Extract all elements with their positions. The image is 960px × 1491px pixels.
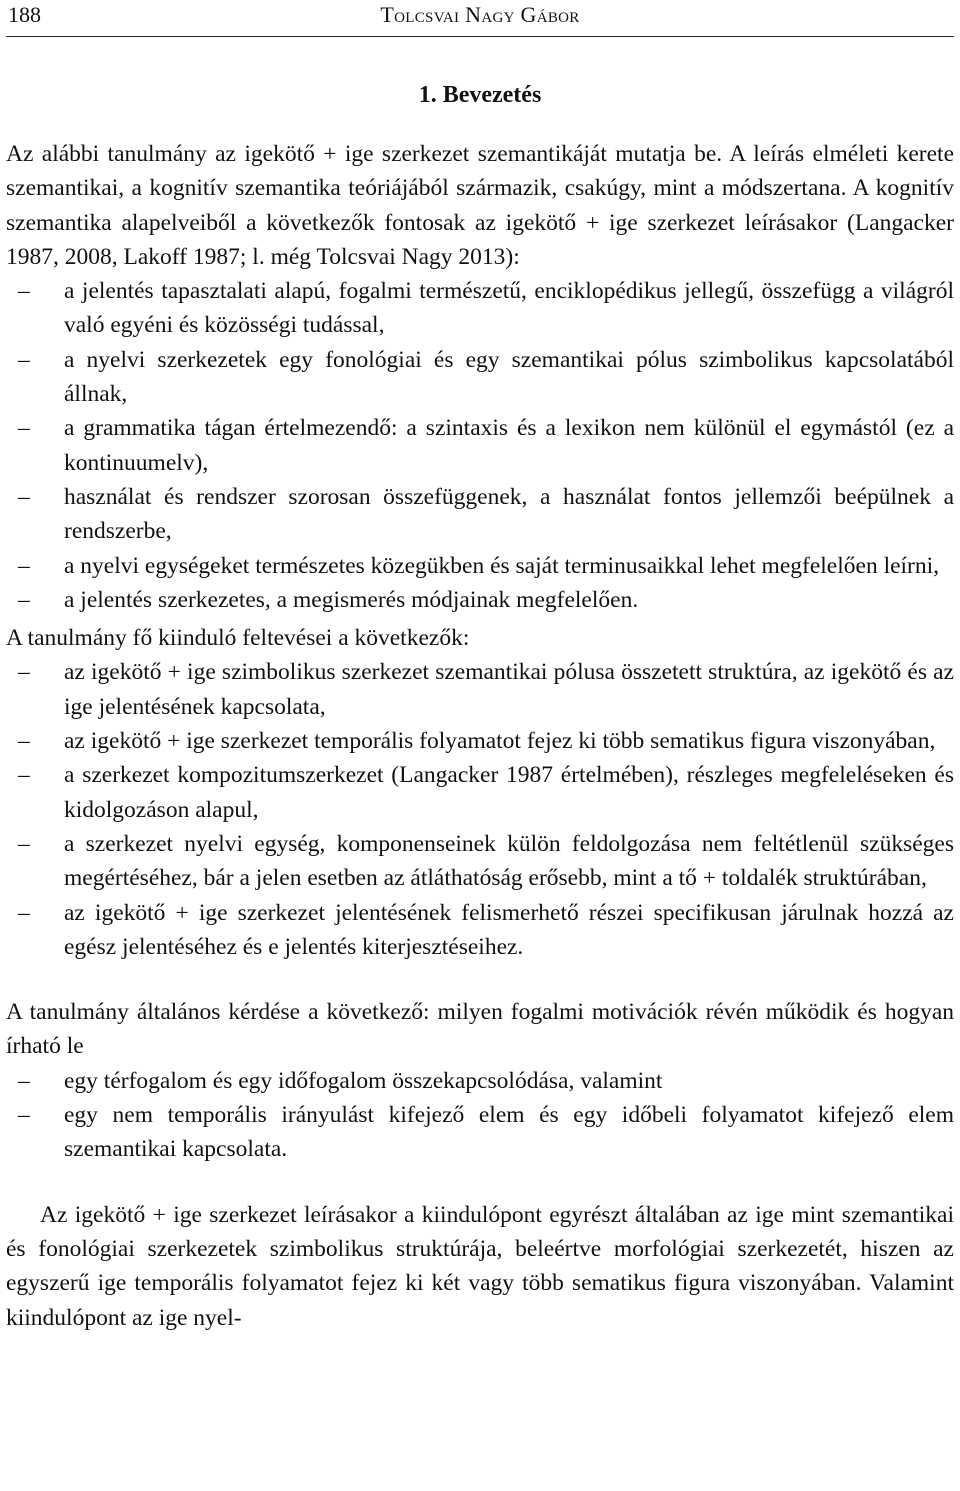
dash-bullet: –: [18, 552, 30, 579]
question-intro: A tanulmány általános kérdése a következő: milyen fogalmi motivációk révén működik és hogyan írható le: [6, 999, 954, 1060]
dash-bullet: –: [18, 586, 30, 613]
dash-bullet: –: [18, 1102, 30, 1129]
dash-bullet: –: [18, 830, 30, 857]
page-header: [6, 0, 954, 37]
running-title: Tolcsvai Nagy Gábor: [380, 2, 580, 27]
list-item: [6, 480, 954, 549]
assumptions-intro: A tanulmány fő kiinduló feltevései a következők:: [6, 625, 470, 652]
list-item-text: egy térfogalom és egy időfogalom összekapcsolódása, valamint: [64, 1067, 663, 1094]
list-item: [6, 274, 954, 343]
list-item: [6, 724, 954, 758]
list-item-text: a grammatika tágan értelmezendő: a szintaxis és a lexikon nem különül el egymástól (ez a kontinuumelv),: [64, 415, 954, 476]
list-item: [6, 1064, 954, 1098]
list-item: [6, 1098, 954, 1167]
list-item-text: az igekötő + ige szimbolikus szerkezet szemantikai pólusa összetett struktúra, az igekötő és az ige jelentésének kapcsolata,: [64, 659, 954, 720]
list-item: [6, 827, 954, 896]
dash-bullet: –: [18, 728, 30, 755]
dash-bullet: –: [18, 278, 30, 305]
list-item-text: az igekötő + ige szerkezet temporális folyamatot fejez ki több sematikus figura viszonyában,: [64, 728, 936, 755]
list-item: [6, 549, 954, 583]
list-item-text: a szerkezet nyelvi egység, komponenseinek külön feldolgozása nem feltétlenül szükséges megértéséhez, bár a jelen esetben az átláthatóság erősebb, mint a tő + toldalék struktúrában,: [64, 830, 954, 892]
dash-bullet: –: [18, 415, 30, 442]
question-list: [6, 1064, 954, 1167]
dash-bullet: –: [18, 1067, 30, 1094]
list-item-text: a jelentés tapasztalati alapú, fogalmi természetű, enciklopédikus jellegű, összefügg a világról való egyéni és közösségi tudással,: [64, 278, 954, 339]
dash-bullet: –: [18, 762, 30, 789]
list-item-text: a nyelvi szerkezetek egy fonológiai és egy szemantikai pólus szimbolikus kapcsolatából állnak,: [64, 346, 954, 408]
assumptions-list: [6, 655, 954, 964]
principles-list: [6, 274, 954, 617]
closing-paragraph: Az igekötő + ige szerkezet leírásakor a kiindulópont egyrészt általában az ige mint szemantikai és fonológiai szerkezetek szimbolikus struktúrája, beleértve morfológiai szerkezetét, hiszen az egyszerű ige temporális folyamatot fejez ki két vagy több sematikus figura viszonyában. Valamint kiindulópont az ige nyel-: [6, 1201, 954, 1331]
list-item-text: a jelentés szerkezetes, a megismerés módjainak megfelelően.: [64, 586, 639, 613]
list-item: [6, 411, 954, 480]
dash-bullet: –: [18, 483, 30, 510]
list-item: [6, 896, 954, 965]
page-number: 188: [8, 2, 41, 27]
list-item-text: az igekötő + ige szerkezet jelentésének felismerhető részei specifikusan járulnak hozzá az egész jelentéséhez és e jelentés kiterjesztéseihez.: [64, 899, 954, 960]
section-heading: 1. Bevezetés: [418, 82, 542, 108]
list-item-text: a nyelvi egységeket természetes közegükben és saját terminusaikkal lehet megfelelően leírni,: [64, 552, 940, 579]
list-item: [6, 583, 954, 617]
list-item-text: a szerkezet kompozitumszerkezet (Langacker 1987 értelmében), részleges megfeleléseken és kidolgozáson alapul,: [64, 762, 954, 823]
list-item: [6, 343, 954, 412]
list-item-text: használat és rendszer szorosan összefüggenek, a használat fontos jellemzői beépülnek a rendszerbe,: [64, 483, 954, 545]
dash-bullet: –: [18, 899, 30, 926]
dash-bullet: –: [18, 659, 30, 686]
list-item-text: egy nem temporális irányulást kifejező elem és egy időbeli folyamatot kifejező elem szemantikai kapcsolata.: [64, 1102, 954, 1163]
list-item: [6, 758, 954, 827]
dash-bullet: –: [18, 346, 30, 373]
list-item: [6, 655, 954, 724]
intro-paragraph: Az alábbi tanulmány az igekötő + ige szerkezet szemantikáját mutatja be. A leírás elméleti kerete szemantikai, a kognitív szemantika teóriájából származik, csakúgy, mint a módszertana. A kognitív szemantika alapelveiből a következők fontosak az igekötő + ige szerkezet leírásakor (Langacker 1987, 2008, Lakoff 1987; l. még Tolcsvai Nagy 2013):: [6, 141, 954, 270]
